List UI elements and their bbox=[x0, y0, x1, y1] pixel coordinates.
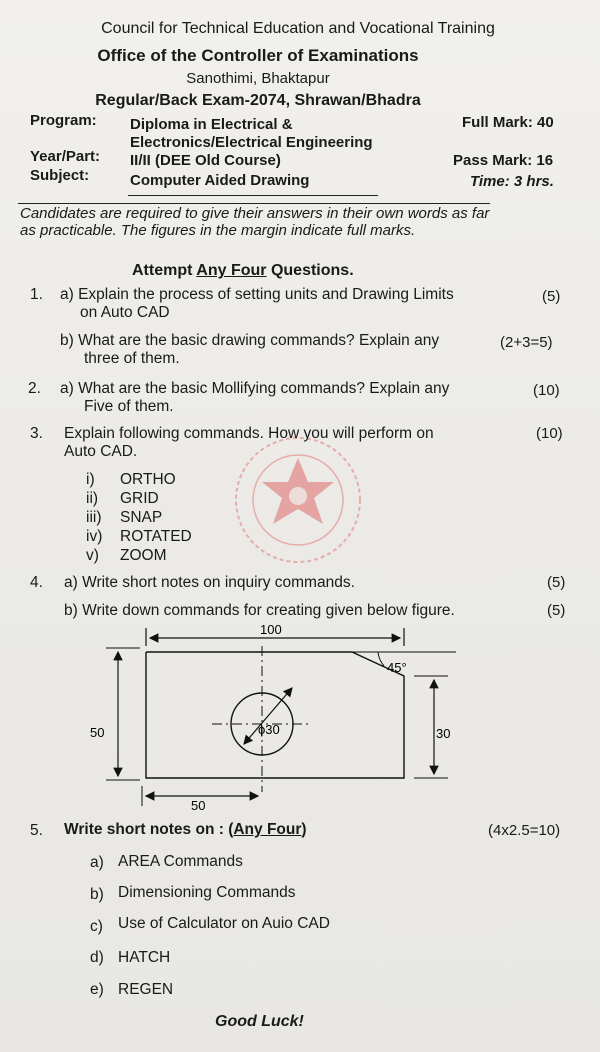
q3-item-text: ORTHO bbox=[120, 471, 176, 488]
q1b-line1: b) What are the basic drawing commands? Explain any bbox=[60, 332, 440, 349]
figure-outline bbox=[146, 652, 404, 778]
q5-number: 5. bbox=[30, 822, 43, 839]
q5-suffix: ) bbox=[301, 821, 307, 838]
divider-long bbox=[18, 203, 490, 204]
q5-mark: (4x2.5=10) bbox=[488, 822, 561, 839]
q3-line1: Explain following commands. How you will perform on bbox=[64, 425, 434, 442]
attempt-emphasis: Any Four bbox=[196, 262, 267, 279]
q4b-mark: (5) bbox=[547, 602, 566, 619]
year-label: Year/Part: bbox=[30, 148, 101, 165]
time: Time: 3 hrs. bbox=[470, 173, 554, 190]
q5-item-text: AREA Commands bbox=[118, 853, 243, 870]
q2a-line1: a) What are the basic Mollifying commands? Explain any bbox=[60, 380, 450, 397]
dim-top-label: 100 bbox=[260, 622, 282, 637]
q5-item-text: HATCH bbox=[118, 949, 171, 966]
q4b-text: b) Write down commands for creating given below figure. bbox=[64, 602, 455, 619]
exam-title: Regular/Back Exam-2074, Shrawan/Bhadra bbox=[95, 92, 421, 109]
diameter-label: ϕ30 bbox=[258, 722, 280, 737]
subject-value: Computer Aided Drawing bbox=[130, 172, 310, 189]
q5-item-text: Use of Calculator on Auio CAD bbox=[118, 915, 330, 932]
q1b-mark: (2+3=5) bbox=[500, 334, 553, 351]
q3-item-text: ZOOM bbox=[120, 547, 167, 564]
q5-item-number: c) bbox=[90, 918, 103, 935]
attempt-suffix: Questions. bbox=[266, 262, 354, 279]
q3-item-text: GRID bbox=[120, 490, 159, 507]
divider-short bbox=[128, 195, 378, 196]
subject-label: Subject: bbox=[30, 167, 90, 184]
q4-number: 4. bbox=[30, 574, 43, 591]
q3-item-number: iv) bbox=[86, 528, 103, 545]
q3-item-text: SNAP bbox=[120, 509, 163, 526]
program-value-line2: Electronics/Electrical Engineering bbox=[130, 134, 373, 151]
q5-item-text: REGEN bbox=[118, 981, 174, 998]
q1a-mark: (5) bbox=[542, 288, 561, 305]
q1-number: 1. bbox=[30, 286, 43, 303]
full-mark: Full Mark: 40 bbox=[462, 114, 554, 131]
q3-item-number: v) bbox=[86, 547, 99, 564]
q5-item-number: b) bbox=[90, 886, 104, 903]
instructions: Candidates are required to give their answers in their own words as far as practicable. The figures in the margin indicate full marks. bbox=[20, 205, 490, 239]
q3-item-number: i) bbox=[86, 471, 95, 488]
q5-prefix: Write short notes on : ( bbox=[64, 821, 234, 838]
q3-item-number: iii) bbox=[86, 509, 102, 526]
q5-item-text: Dimensioning Commands bbox=[118, 884, 296, 901]
q3-line2: Auto CAD. bbox=[64, 443, 138, 460]
dim-bottom-label: 50 bbox=[191, 798, 206, 813]
q1a-line1: a) Explain the process of setting units and Drawing Limits bbox=[60, 286, 454, 303]
q3-item-text: ROTATED bbox=[120, 528, 192, 545]
q2a-mark: (10) bbox=[533, 382, 560, 399]
q3-mark: (10) bbox=[536, 425, 563, 442]
angle-label: 45° bbox=[387, 660, 407, 675]
q1b-line2: three of them. bbox=[84, 350, 180, 367]
q5-item-number: e) bbox=[90, 981, 104, 998]
cad-figure bbox=[0, 620, 600, 820]
attempt-heading bbox=[132, 262, 354, 280]
q5-heading bbox=[64, 821, 307, 839]
year-value: II/II (DEE Old Course) bbox=[130, 152, 281, 169]
attempt-prefix: Attempt bbox=[132, 262, 197, 279]
q2-number: 2. bbox=[28, 380, 41, 397]
dim-right-label: 30 bbox=[436, 726, 451, 741]
council-name: Council for Technical Education and Vocational Training bbox=[101, 20, 495, 37]
q5-item-number: a) bbox=[90, 854, 104, 871]
program-label: Program: bbox=[30, 112, 97, 129]
q5-emphasis: Any Four bbox=[233, 821, 302, 838]
location: Sanothimi, Bhaktapur bbox=[186, 70, 330, 87]
pass-mark: Pass Mark: 16 bbox=[453, 152, 554, 169]
q3-number: 3. bbox=[30, 425, 43, 442]
q4a-mark: (5) bbox=[547, 574, 566, 591]
dim-left-label: 50 bbox=[90, 725, 105, 740]
ctevt-seal-watermark bbox=[228, 430, 368, 570]
q3-item-number: ii) bbox=[86, 490, 99, 507]
q2a-line2: Five of them. bbox=[84, 398, 174, 415]
q4a-text: a) Write short notes on inquiry commands. bbox=[64, 574, 355, 591]
good-luck: Good Luck! bbox=[215, 1013, 304, 1030]
program-value-line1: Diploma in Electrical & bbox=[130, 116, 293, 133]
q5-item-number: d) bbox=[90, 949, 104, 966]
office-name: Office of the Controller of Examinations bbox=[97, 46, 419, 65]
q1a-line2: on Auto CAD bbox=[80, 304, 170, 321]
